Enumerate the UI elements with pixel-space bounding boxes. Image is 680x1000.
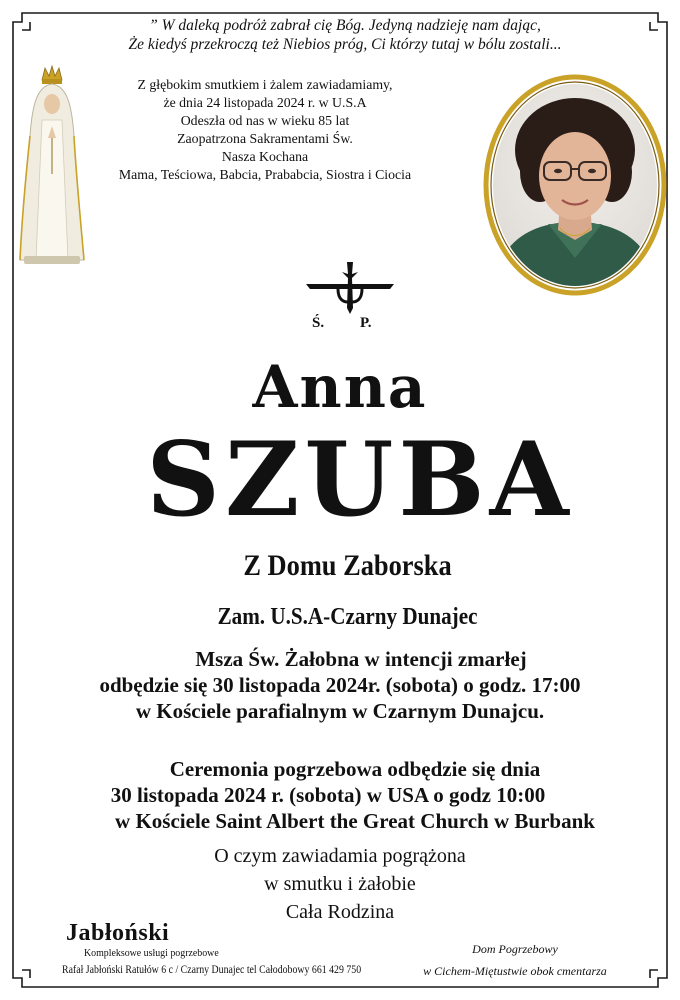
residence: Zam. U.S.A-Czarny Dunajec [217,604,478,630]
last-name: SZUBA [146,420,574,540]
funeral-home-subtitle: Kompleksowe usługi pogrzebowe [84,947,219,959]
family-info [0,842,680,926]
announcement [100,76,430,184]
mass-line: w Kościele parafialnym w Czarnym Dunajcu. [135,699,545,723]
ceremony-line: 30 listopada 2024 r. (sobota) w USA o godz 10:00 [110,783,546,807]
family-line: Cała Rodzina [285,901,395,923]
mass-info [0,646,680,724]
announcement-line: Z głębokim smutkiem i żalem zawiadamiamy, [137,77,393,92]
portrait-photo [480,72,670,298]
maiden-name: Z Domu Zaborska [243,549,452,582]
poem-line-1: ” W daleką podróż zabrał cię Bóg. Jedyną nadzieję nam dając, [149,17,541,34]
poem-line-2: Że kiedyś przekroczą też Niebios próg, Ci którzy tutaj w bólu zostali... [128,36,562,53]
family-line: O czym zawiadamia pogrążona [214,845,466,867]
funeral-home-logo: Jabłoński [66,920,170,946]
announcement-line: Odeszła od nas w wieku 85 lat [180,113,350,128]
family-line: w smutku i żałobie [264,873,416,895]
mass-line: odbędzie się 30 listopada 2024r. (sobota) o godz. 17:00 [99,673,581,697]
cross-letter-right: P. [360,315,372,331]
dom-line-1: Dom Pogrzebowy [472,942,558,956]
announcement-line: że dnia 24 listopada 2024 r. w U.S.A [163,95,367,110]
announcement-line: Nasza Kochana [221,149,309,164]
mary-statue-icon [14,64,90,266]
ceremony-line: Ceremonia pogrzebowa odbędzie się dnia [169,757,541,781]
announcement-line: Zaopatrzona Sakramentami Św. [177,131,353,146]
dom-line-2: w Cichem-Miętustwie obok cmentarza [423,964,607,978]
cross-letter-left: Ś. [312,315,325,331]
ceremony-info [0,756,680,834]
cross-icon [300,262,400,332]
dom-pogrzebowy [410,938,620,982]
funeral-home-address: Rafał Jabłoński Ratułów 6 c / Czarny Dunajec tel Całodobowy 661 429 750 [62,964,362,976]
mass-line: Msza Św. Żałobna w intencji zmarłej [195,647,527,671]
first-name: Anna [252,353,428,421]
ceremony-line: w Kościele Saint Albert the Great Church w Burbank [115,809,595,833]
announcement-line: Mama, Teściowa, Babcia, Prababcia, Siostra i Ciocia [118,167,412,182]
poem [30,16,660,54]
